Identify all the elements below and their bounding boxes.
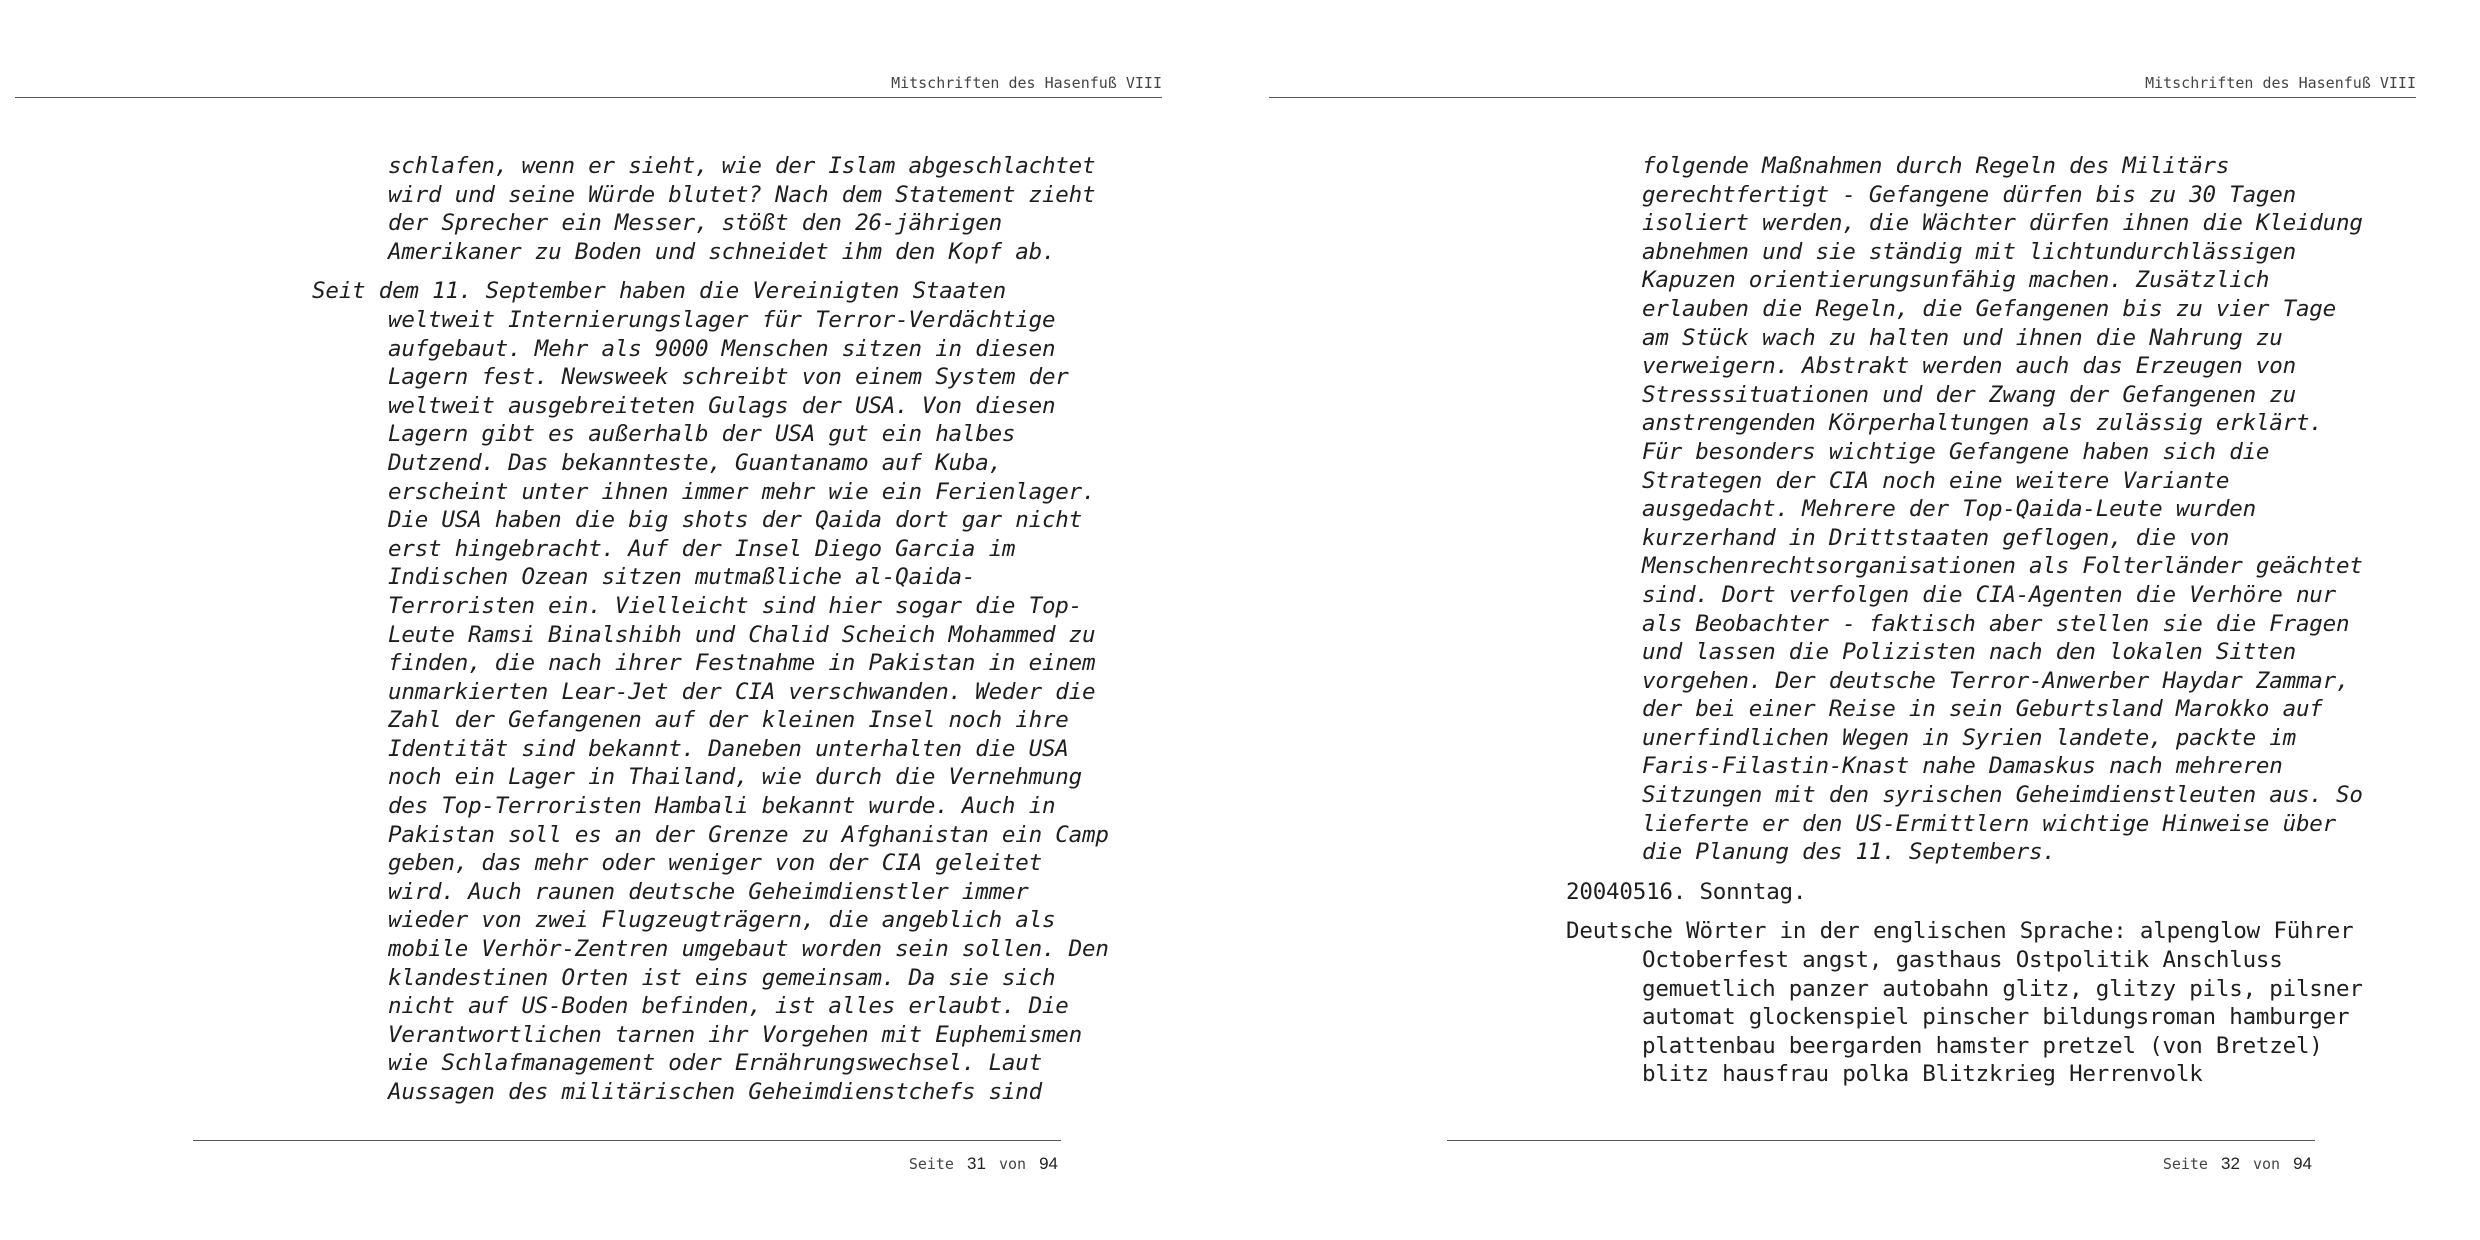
- text-line: gemuetlich panzer autobahn glitz, glitzy pils, pilsner: [1642, 975, 2363, 1002]
- paragraph-gap: [1566, 906, 2366, 917]
- text-line: als Beobachter - faktisch aber stellen sie die Fragen: [1642, 610, 2350, 637]
- text-line: geben, das mehr oder weniger von der CIA geleitet: [388, 850, 1042, 877]
- page-number: 32: [2221, 1154, 2240, 1173]
- paragraph-gap: [312, 266, 1112, 277]
- text-line: unerfindlichen Wegen in Syrien landete, packte im: [1642, 724, 2296, 751]
- text-line: finden, die nach ihrer Festnahme in Pakistan in einem: [388, 650, 1096, 677]
- paragraph-gap: [1566, 867, 2366, 878]
- text-line: lieferte er den US-Ermittlern wichtige Hinweise über: [1642, 810, 2336, 837]
- text-line: Leute Ramsi Binalshibh und Chalid Scheich Mohammed zu: [388, 621, 1096, 648]
- text-line: Stresssituationen und der Zwang der Gefangenen zu: [1642, 381, 2296, 408]
- text-line: klandestinen Orten ist eins gemeinsam. Da sie sich: [388, 964, 1056, 991]
- header-rule: [1269, 97, 2416, 98]
- date-line: 20040516. Sonntag.: [1566, 878, 1807, 905]
- text-line: Menschenrechtsorganisationen als Folterländer geächtet: [1642, 553, 2363, 580]
- text-line: vorgehen. Der deutsche Terror-Anwerber Haydar Zammar,: [1642, 667, 2350, 694]
- text-line: blitz hausfrau polka Blitzkrieg Herrenvolk: [1642, 1061, 2203, 1088]
- text-line: aufgebaut. Mehr als 9000 Menschen sitzen in diesen: [388, 335, 1056, 362]
- text-line: am Stück wach zu halten und ihnen die Nahrung zu: [1642, 324, 2283, 351]
- text-line: Octoberfest angst, gasthaus Ostpolitik Anschluss: [1642, 947, 2283, 974]
- text-line: Die USA haben die big shots der Qaida dort gar nicht: [388, 507, 1082, 534]
- text-line: sind. Dort verfolgen die CIA-Agenten die Verhöre nur: [1642, 581, 2336, 608]
- header-rule: [15, 97, 1162, 98]
- date-entry: [1566, 878, 2366, 907]
- text-line: Kapuzen orientierungsunfähig machen. Zusätzlich: [1642, 267, 2270, 294]
- text-line: Terroristen ein. Vielleicht sind hier sogar die Top-: [388, 592, 1082, 619]
- text-line: die Planung des 11. Septembers.: [1642, 839, 2056, 866]
- text-line: anstrengenden Körperhaltungen als zulässig erklärt.: [1642, 410, 2323, 437]
- text-line: Faris-Filastin-Knast nahe Damaskus nach mehreren: [1642, 753, 2283, 780]
- text-line: Lagern gibt es außerhalb der USA gut ein halbes: [388, 421, 1016, 448]
- text-line: Amerikaner zu Boden und schneidet ihm den Kopf ab.: [388, 238, 1056, 265]
- page-total: 94: [2293, 1154, 2312, 1173]
- text-line: plattenbau beergarden hamster pretzel (von Bretzel): [1642, 1032, 2323, 1059]
- paragraph: [1566, 917, 2366, 1089]
- text-line: abnehmen und sie ständig mit lichtundurchlässigen: [1642, 238, 2296, 265]
- text-line: der Sprecher ein Messer, stößt den 26-jährigen: [388, 210, 1002, 237]
- text-line: noch ein Lager in Thailand, wie durch die Vernehmung: [388, 764, 1082, 791]
- text-line: wie Schlafmanagement oder Ernährungswechsel. Laut: [388, 1050, 1042, 1077]
- text-line: isoliert werden, die Wächter dürfen ihnen die Kleidung: [1642, 210, 2363, 237]
- text-line: Strategen der CIA noch eine weitere Variante: [1642, 467, 2230, 494]
- text-line: Lagern fest. Newsweek schreibt von einem System der: [388, 364, 1069, 391]
- footer-middle: von: [2252, 1155, 2281, 1173]
- text-line: Deutsche Wörter in der englischen Sprache: alpenglow Führer: [1566, 918, 2354, 945]
- footer-middle: von: [998, 1155, 1027, 1173]
- text-line: Dutzend. Das bekannteste, Guantanamo auf Kuba,: [388, 449, 1002, 476]
- text-line: erscheint unter ihnen immer mehr wie ein Ferienlager.: [388, 478, 1096, 505]
- text-line: weltweit ausgebreiteten Gulags der USA. Von diesen: [388, 392, 1056, 419]
- body-text: [312, 152, 1112, 1107]
- text-line: Aussagen des militärischen Geheimdienstchefs sind: [388, 1079, 1042, 1105]
- running-header: Mitschriften des Hasenfuß VIII: [891, 74, 1162, 92]
- text-line: Identität sind bekannt. Daneben unterhalten die USA: [388, 735, 1069, 762]
- continuation-block: [312, 152, 1112, 266]
- text-line: der bei einer Reise in sein Geburtsland Marokko auf: [1642, 696, 2323, 723]
- footer-rule: [193, 1140, 1061, 1141]
- text-line: unmarkierten Lear-Jet der CIA verschwanden. Weder die: [388, 678, 1096, 705]
- text-line: des Top-Terroristen Hambali bekannt wurde. Auch in: [388, 793, 1056, 820]
- text-line: Zahl der Gefangenen auf der kleinen Insel noch ihre: [388, 707, 1069, 734]
- text-line: kurzerhand in Drittstaaten geflogen, die von: [1642, 524, 2230, 551]
- text-line: Für besonders wichtige Gefangene haben sich die: [1642, 438, 2270, 465]
- page-footer: [2163, 1154, 2316, 1174]
- text-line: Sitzungen mit den syrischen Geheimdienstleuten aus. So: [1642, 782, 2363, 809]
- text-line: Verantwortlichen tarnen ihr Vorgehen mit Euphemismen: [388, 1021, 1082, 1048]
- page-total: 94: [1039, 1154, 1058, 1173]
- body-text: [1566, 152, 2366, 1089]
- text-line: wird und seine Würde blutet? Nach dem Statement zieht: [388, 181, 1096, 208]
- text-line: und lassen die Polizisten nach den lokalen Sitten: [1642, 639, 2296, 666]
- continuation-block: [1566, 152, 2366, 867]
- text-line: erlauben die Regeln, die Gefangenen bis zu vier Tage: [1642, 295, 2336, 322]
- text-line: weltweit Internierungslager für Terror-Verdächtige: [388, 306, 1056, 333]
- footer-prefix: Seite: [908, 1155, 954, 1173]
- text-line: wieder von zwei Flugzeugträgern, die angeblich als: [388, 907, 1056, 934]
- text-line: nicht auf US-Boden befinden, ist alles erlaubt. Die: [388, 993, 1069, 1020]
- text-line: folgende Maßnahmen durch Regeln des Militärs: [1642, 153, 2230, 179]
- text-line: verweigern. Abstrakt werden auch das Erzeugen von: [1642, 353, 2296, 380]
- text-line: ausgedacht. Mehrere der Top-Qaida-Leute wurden: [1642, 496, 2256, 523]
- text-line: gerechtfertigt - Gefangene dürfen bis zu 30 Tagen: [1642, 181, 2296, 208]
- running-header: Mitschriften des Hasenfuß VIII: [2145, 74, 2416, 92]
- footer-rule: [1447, 1140, 2315, 1141]
- footer-prefix: Seite: [2162, 1155, 2208, 1173]
- text-line: mobile Verhör-Zentren umgebaut worden sein sollen. Den: [388, 936, 1109, 963]
- text-line: Indischen Ozean sitzen mutmaßliche al-Qaida-: [388, 564, 976, 591]
- page-number: 31: [967, 1154, 986, 1173]
- right-page: [1254, 0, 2480, 1240]
- text-line: wird. Auch raunen deutsche Geheimdienstler immer: [388, 878, 1029, 905]
- text-line: erst hingebracht. Auf der Insel Diego Garcia im: [388, 535, 1016, 562]
- text-line: Pakistan soll es an der Grenze zu Afghanistan ein Camp: [388, 821, 1109, 848]
- text-line: automat glockenspiel pinscher bildungsroman hamburger: [1642, 1004, 2350, 1031]
- paragraph: [312, 277, 1112, 1106]
- text-line: Seit dem 11. September haben die Vereinigten Staaten: [312, 278, 1006, 305]
- page-footer: [909, 1154, 1062, 1174]
- text-line: schlafen, wenn er sieht, wie der Islam abgeschlachtet: [388, 153, 1096, 179]
